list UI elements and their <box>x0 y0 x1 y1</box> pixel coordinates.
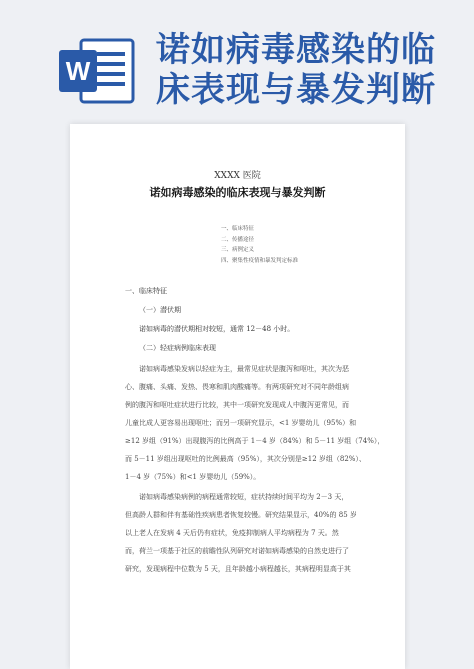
banner-title <box>156 30 466 110</box>
text-line: 而，荷兰一项基于社区的前瞻性队列研究对诺如病毒感染的自然史进行了 <box>125 547 349 555</box>
text-line: 诺如病毒感染发病以轻症为主，最常见症状是腹泻和呕吐，其次为恶 <box>139 365 349 373</box>
hospital-name: XXXX 医院 <box>214 171 261 181</box>
word-icon-letter: W <box>65 56 91 86</box>
text-line: 1－4 岁（75%）和<1 岁婴幼儿（59%）。 <box>125 473 261 481</box>
text-line: 诺如病毒感染病例的病程通常较短，症状持续时间平均为 2－3 天， <box>139 493 349 501</box>
toc-item: 一、临床特征 <box>221 226 255 232</box>
text-line: 而 5－11 岁组出现呕吐的比例最高（95%），其次分别是≥12 岁组（82%）、 <box>125 455 366 463</box>
document-title: 诺如病毒感染的临床表现与暴发判断 <box>149 186 326 199</box>
text-line: 心、腹痛、头痛、发热、畏寒和肌肉酸痛等。有两项研究对不同年龄组病 <box>125 383 349 391</box>
toc-item: 二、传播途径 <box>221 236 255 243</box>
document-page <box>70 124 405 669</box>
subsection-heading: （一）潜伏期 <box>139 306 181 314</box>
paragraph-incubation: 诺如病毒的潜伏期相对较短，通常 12－48 小时。 <box>139 325 295 333</box>
header-banner <box>0 0 474 120</box>
toc-item: 四、聚集性疫情和暴发判定标准 <box>221 257 299 264</box>
text-line: 以上老人在发病 4 天后仍有症状，免疫抑制病人平均病程为 7 天。然 <box>125 529 339 537</box>
text-line: 研究，发现病程中位数为 5 天，且年龄越小病程越长，其病程明显高于其 <box>125 565 351 573</box>
paragraph-symptoms <box>125 360 385 486</box>
section-heading: 一、临床特征 <box>125 287 167 295</box>
text-line: 但高龄人群和伴有基础性疾病患者恢复较慢。研究结果显示，40%的 85 岁 <box>125 511 357 519</box>
text-line: 例的腹泻和呕吐症状进行比较，其中一项研究发现成人中腹泻更常见，而 <box>125 401 349 409</box>
word-document-icon <box>57 38 137 104</box>
text-line: 儿童比成人更容易出现呕吐；而另一项研究显示，<1 岁婴幼儿（95%）和 <box>125 419 357 427</box>
banner-title-line-2: 床表现与暴发判断 <box>156 70 436 110</box>
toc-item: 三、病例定义 <box>221 247 255 253</box>
table-of-contents <box>221 224 298 266</box>
subsection-heading: （二）轻症病例临床表现 <box>139 344 216 352</box>
banner-title-line-1: 诺如病毒感染的临 <box>156 30 436 70</box>
paragraph-duration <box>125 488 361 578</box>
text-line: ≥12 岁组（91%）出现腹泻的比例高于 1－4 岁（84%）和 5－11 岁组（74%）， <box>125 437 385 445</box>
